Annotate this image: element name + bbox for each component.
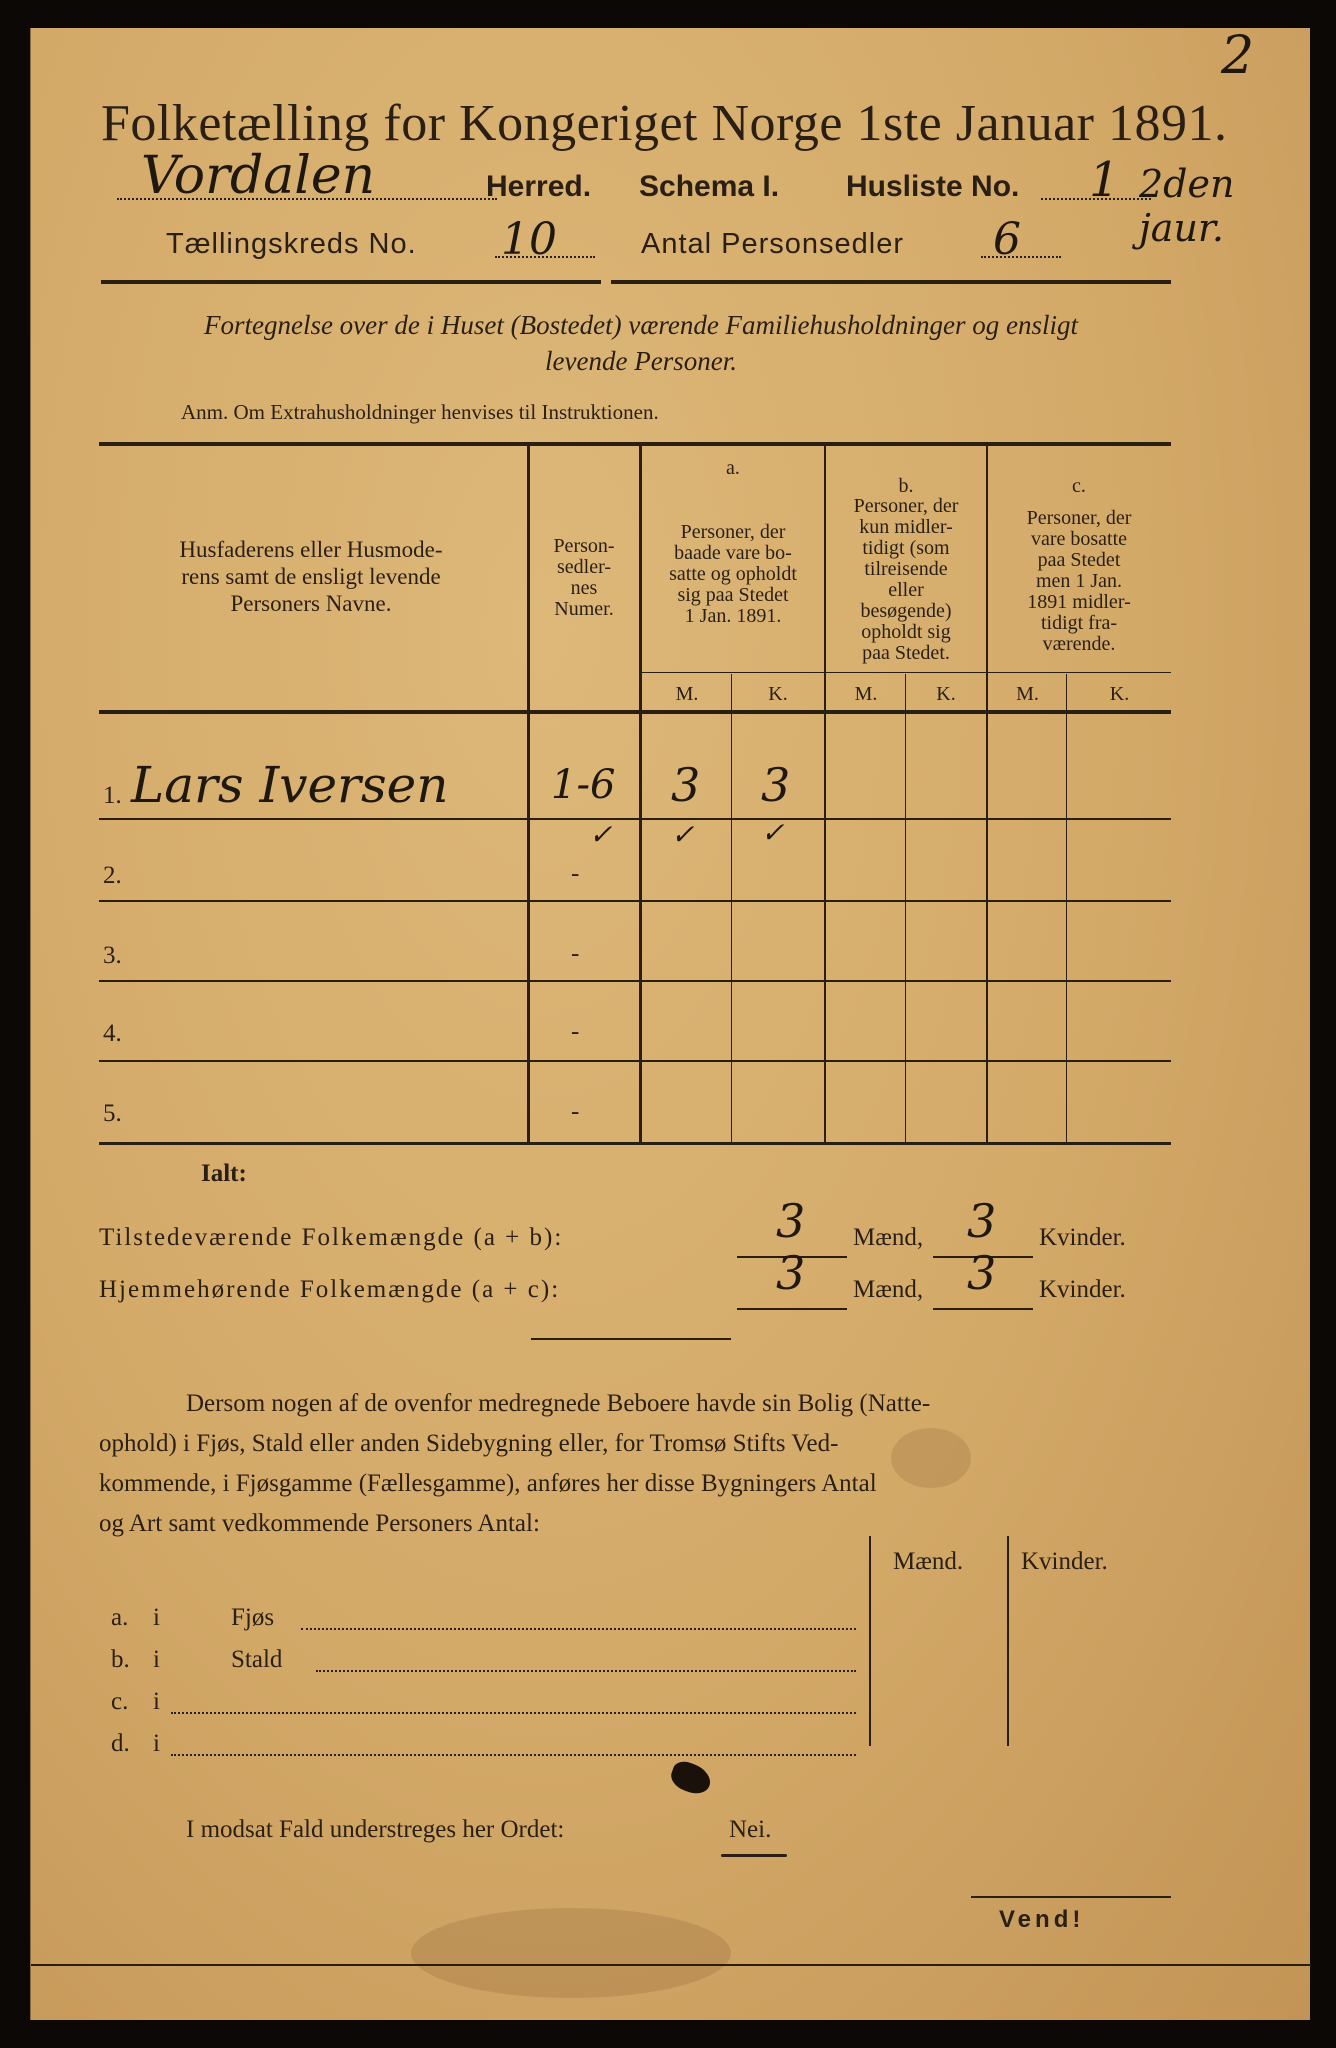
checkmark-icon: ✓ — [589, 818, 613, 851]
buildings-col-divider — [869, 1536, 871, 1746]
hjemme-m-line — [737, 1308, 847, 1310]
hjemme-k-value: 3 — [967, 1246, 997, 1300]
building-row-dots — [301, 1628, 856, 1630]
intro-line-2: levende Personer. — [545, 346, 737, 376]
row-number: 5. — [103, 1100, 122, 1127]
row-number: 2. — [103, 862, 122, 889]
kvinder-label: Kvinder. — [1039, 1224, 1126, 1251]
buildings-col-divider — [1007, 1536, 1009, 1746]
building-row-letter: c. — [111, 1688, 129, 1715]
table-bottom-rule — [99, 1142, 1171, 1145]
row-rule — [99, 1060, 1171, 1062]
table-top-rule — [99, 442, 1171, 446]
nei-underline — [721, 1854, 787, 1857]
row-number: 4. — [103, 1020, 122, 1047]
row-numer: - — [571, 860, 580, 887]
tilstede-k-value: 3 — [967, 1194, 997, 1248]
sedler-label: Antal Personsedler — [641, 228, 905, 260]
building-row-label: Fjøs — [231, 1604, 275, 1631]
building-row-dots — [171, 1754, 856, 1756]
maend-label: Mænd, — [853, 1276, 924, 1303]
row-name: Lars Iversen — [131, 756, 449, 814]
building-row-dots — [171, 1712, 856, 1714]
buildings-maend-header: Mænd. — [893, 1548, 964, 1575]
buildings-kvinder-header: Kvinder. — [1021, 1548, 1108, 1575]
corner-mark: 2 — [1221, 26, 1255, 86]
names-column-header: Husfaderens eller Husmode- rens samt de ensligt levende Personers Navne. — [179, 537, 443, 616]
husliste-note: 2den jaur. — [1139, 162, 1235, 250]
row-a-k: 3 — [761, 758, 791, 812]
stain — [411, 1908, 731, 1998]
checkmark-icon: ✓ — [671, 818, 695, 851]
row-a-m: 3 — [671, 758, 701, 812]
herred-label: Herred. — [486, 170, 592, 203]
building-row-prep: i — [153, 1604, 160, 1631]
kreds-label: Tællingskreds No. — [166, 228, 417, 260]
building-row-prep: i — [153, 1688, 160, 1715]
schema-label: Schema I. — [639, 170, 780, 203]
stain — [891, 1428, 971, 1488]
mk-rule — [639, 672, 1171, 673]
husliste-value: 1 — [1089, 152, 1120, 208]
vend-label: Vend! — [999, 1906, 1085, 1933]
hjemme-k-line — [933, 1308, 1033, 1310]
building-row-prep: i — [153, 1646, 160, 1673]
building-row-prep: i — [153, 1730, 160, 1757]
a-m-label: M. — [675, 683, 699, 705]
col-c-header: Personer, der vare bosatte paa Stedet men 1 Jan. 1891 midler- tidigt fra- værende. — [1026, 507, 1132, 655]
ink-blot — [667, 1758, 714, 1798]
row-numer: - — [571, 1018, 580, 1045]
tilstede-m-value: 3 — [776, 1194, 806, 1248]
b-m-label: M. — [854, 683, 878, 705]
maend-label: Mænd, — [853, 1224, 924, 1251]
header-rule-left — [101, 280, 601, 284]
row-rule — [99, 900, 1171, 902]
a-k-label: K. — [768, 683, 788, 705]
col-a-letter: a. — [726, 457, 740, 479]
buildings-para-line: ophold) i Fjøs, Stald eller anden Sidebygning eller, for Tromsø Stifts Ved- — [99, 1430, 839, 1457]
form-title: Folketælling for Kongeriget Norge 1ste Januar 1891. — [101, 95, 1228, 152]
building-row-letter: b. — [111, 1646, 130, 1673]
kvinder-label: Kvinder. — [1039, 1276, 1126, 1303]
hjemme-label: Hjemmehørende Folkemængde (a + c): — [99, 1276, 561, 1303]
annotation-note: Anm. Om Extrahusholdninger henvises til Instruktionen. — [181, 400, 659, 424]
buildings-para-line: og Art samt vedkommende Personers Antal: — [99, 1510, 540, 1537]
census-form-sheet — [30, 28, 1310, 2020]
sedler-value: 6 — [993, 214, 1021, 265]
nei-word: Nei. — [729, 1816, 772, 1843]
table-body — [31, 714, 1311, 1144]
modsat-label: I modsat Fald understreges her Ordet: — [186, 1816, 565, 1843]
tilstede-label: Tilstedeværende Folkemængde (a + b): — [99, 1224, 564, 1251]
buildings-para-line: Dersom nogen af de ovenfor medregnede Beboere havde sin Bolig (Natte- — [186, 1390, 931, 1417]
c-k-label: K. — [1109, 683, 1130, 705]
c-m-label: M. — [1016, 683, 1039, 705]
hjemme-m-value: 3 — [776, 1246, 806, 1300]
b-k-label: K. — [936, 683, 956, 705]
building-row-label: Stald — [231, 1646, 283, 1673]
husliste-label: Husliste No. — [846, 170, 1020, 203]
header-rule-right — [611, 280, 1171, 284]
col-b-header: Personer, der kun midler- tidigt (som tilreisende eller besøgende) opholdt sig paa Stedet. — [853, 495, 959, 664]
buildings-para-line: kommende, i Fjøsgamme (Fællesgamme), anføres her disse Bygningers Antal — [99, 1470, 877, 1497]
building-row-dots — [316, 1670, 856, 1672]
herred-value: Vordalen — [141, 146, 376, 206]
row-rule — [99, 818, 1171, 820]
row-number: 3. — [103, 942, 122, 969]
checkmark-icon: ✓ — [761, 816, 785, 849]
row-numer: - — [571, 940, 580, 967]
kreds-value: 10 — [501, 214, 557, 265]
bottom-edge-rule — [31, 1964, 1311, 1966]
short-divider — [531, 1338, 731, 1340]
building-row-letter: a. — [111, 1604, 129, 1631]
col-c-letter: c. — [1072, 475, 1086, 497]
row-numer: - — [571, 1098, 580, 1125]
building-row-letter: d. — [111, 1730, 130, 1757]
row-rule — [99, 980, 1171, 982]
col-a-header: Personer, der baade vare bo- satte og opholdt sig paa Stedet 1 Jan. 1891. — [669, 521, 797, 627]
col-b-letter: b. — [898, 475, 914, 497]
row-numer: 1-6 — [551, 762, 616, 808]
vend-rule — [971, 1896, 1171, 1898]
row-number: 1. — [103, 782, 122, 809]
intro-line-1: Fortegnelse over de i Huset (Bostedet) værende Familiehusholdninger og ensligt — [203, 310, 1079, 340]
numer-column-header: Person- sedler- nes Numer. — [553, 535, 615, 620]
ialt-label: Ialt: — [201, 1160, 247, 1187]
